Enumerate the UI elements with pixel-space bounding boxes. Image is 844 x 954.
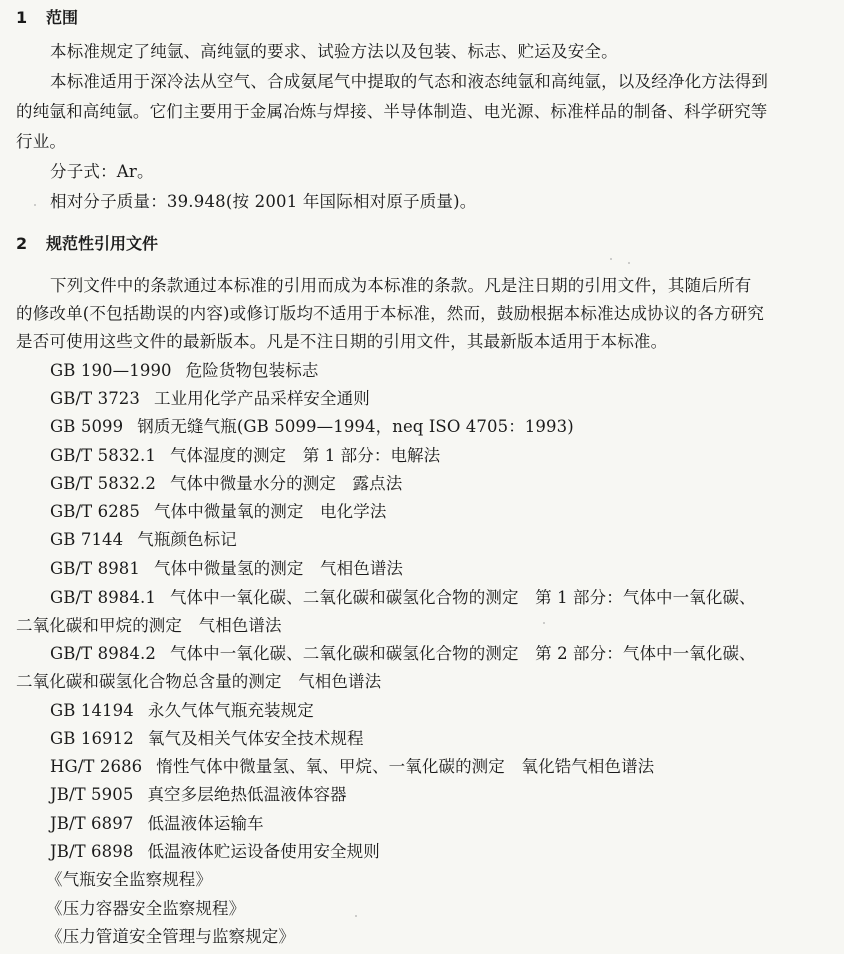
paragraph-line: 是否可使用这些文件的最新版本。凡是不注日期的引用文件，其最新版本适用于本标准。 <box>16 332 668 351</box>
reference-title: 气体中微量水分的测定 露点法 <box>169 474 403 493</box>
regulation-item: 《压力管道安全管理与监察规定》 <box>46 927 295 946</box>
paragraph-line: 的修改单(不包括勘误的内容)或修订版均不适用于本标准，然而，鼓励根据本标准达成协议的各方研究 <box>16 304 765 323</box>
reference-code: GB 16912 <box>50 729 134 748</box>
paragraph-line: 下列文件中的条款通过本标准的引用而成为本标准的条款。凡是注日期的引用文件，其随后所有 <box>50 276 752 295</box>
reference-item <box>50 470 402 498</box>
reference-item <box>50 725 364 753</box>
reference-title: 气体中一氧化碳、二氧化碳和碳氢化合物的测定 第 2 部分：气体中一氧化碳、 <box>169 644 756 663</box>
reference-item <box>50 413 574 441</box>
reference-code: GB/T 8981 <box>50 559 141 578</box>
reference-item <box>50 526 237 554</box>
section-heading-1 <box>16 4 78 32</box>
reference-title: 氧气及相关气体安全技术规程 <box>147 729 364 748</box>
reference-code: GB/T 8984.1 <box>50 588 156 607</box>
reference-code: GB/T 6285 <box>50 502 141 521</box>
reference-title: 气体中微量氧的测定 电化学法 <box>154 502 387 521</box>
reference-code: GB/T 5832.1 <box>50 446 156 465</box>
reference-item <box>50 697 314 725</box>
reference-code: HG/T 2686 <box>50 757 143 776</box>
reference-title: 真空多层绝热低温液体容器 <box>147 785 347 804</box>
scan-speck <box>355 915 357 917</box>
section-number: 1 <box>16 8 28 27</box>
scan-speck <box>34 204 36 206</box>
reference-item <box>50 357 318 385</box>
paragraph-line: 本标准适用于深冷法从空气、合成氨尾气中提取的气态和液态纯氩和高纯氩，以及经净化方法得到 <box>50 72 769 91</box>
reference-code: GB 7144 <box>50 530 124 549</box>
reference-title: 气体中微量氢的测定 气相色谱法 <box>154 559 404 578</box>
reference-title: 惰性气体中微量氢、氧、甲烷、一氧化碳的测定 氧化锆气相色谱法 <box>156 757 655 776</box>
reference-code: GB 190—1990 <box>50 361 172 380</box>
scan-speck <box>543 622 545 624</box>
scan-speck <box>610 258 612 260</box>
section-number: 2 <box>16 234 28 253</box>
section-title: 范围 <box>46 8 79 27</box>
reference-continuation: 二氧化碳和碳氢化合物总含量的测定 气相色谱法 <box>16 672 382 691</box>
reference-item <box>50 498 386 526</box>
reference-item <box>50 838 380 866</box>
reference-item <box>50 640 756 668</box>
section-heading-2 <box>16 230 158 258</box>
reference-title: 气瓶颜色标记 <box>137 530 237 549</box>
reference-code: GB/T 3723 <box>50 389 141 408</box>
section-title: 规范性引用文件 <box>46 234 159 253</box>
reference-title: 低温液体运输车 <box>147 814 264 833</box>
reference-title: 钢质无缝气瓶(GB 5099—1994，neq ISO 4705：1993) <box>137 417 574 436</box>
paragraph-line: 的纯氩和高纯氩。它们主要用于金属冶炼与焊接、半导体制造、电光源、标准样品的制备、科学研究等 <box>16 102 768 121</box>
reference-item <box>50 781 347 809</box>
reference-code: GB/T 8984.2 <box>50 644 156 663</box>
reference-continuation: 二氧化碳和甲烷的测定 气相色谱法 <box>16 616 282 635</box>
reference-title: 气体湿度的测定 第 1 部分：电解法 <box>169 446 441 465</box>
reference-code: GB 14194 <box>50 701 134 720</box>
reference-item <box>50 442 440 470</box>
reference-item <box>50 584 756 612</box>
reference-title: 低温液体贮运设备使用安全规则 <box>147 842 380 861</box>
reference-code: JB/T 6898 <box>50 842 134 861</box>
reference-title: 永久气体气瓶充装规定 <box>147 701 314 720</box>
scan-speck <box>628 262 630 264</box>
regulation-item: 《压力容器安全监察规程》 <box>46 899 246 918</box>
reference-item <box>50 385 370 413</box>
paragraph-line: 行业。 <box>16 132 67 151</box>
molecular-mass: 相对分子质量：39.948(按 2001 年国际相对原子质量)。 <box>50 192 477 211</box>
reference-item <box>50 555 403 583</box>
molecular-formula: 分子式：Ar。 <box>50 162 154 181</box>
reference-title: 危险货物包装标志 <box>185 361 319 380</box>
reference-code: JB/T 5905 <box>50 785 134 804</box>
regulation-item: 《气瓶安全监察规程》 <box>46 870 212 889</box>
reference-title: 气体中一氧化碳、二氧化碳和碳氢化合物的测定 第 1 部分：气体中一氧化碳、 <box>169 588 756 607</box>
paragraph-line: 本标准规定了纯氩、高纯氩的要求、试验方法以及包装、标志、贮运及安全。 <box>50 42 618 61</box>
reference-item <box>50 753 654 781</box>
reference-item <box>50 810 264 838</box>
reference-code: GB/T 5832.2 <box>50 474 156 493</box>
reference-code: GB 5099 <box>50 417 124 436</box>
reference-title: 工业用化学产品采样安全通则 <box>154 389 370 408</box>
reference-code: JB/T 6897 <box>50 814 134 833</box>
